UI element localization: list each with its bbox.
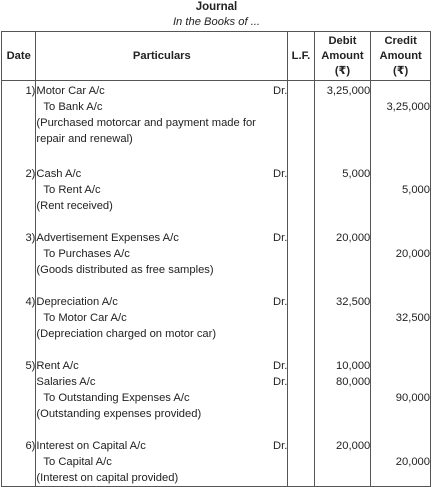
- debit-account-line-2: [36, 374, 287, 390]
- debit-account: Depreciation A/c: [36, 296, 118, 308]
- debit-account-line: [36, 438, 287, 454]
- credit-amount: 5,000: [402, 184, 430, 196]
- debit-account-line: [36, 230, 287, 246]
- dr-label: Dr.: [273, 168, 288, 180]
- debit-account: Advertisement Expenses A/c: [36, 232, 179, 244]
- table-header-row: [2, 32, 431, 81]
- debit-amount-2: 80,000: [336, 376, 371, 388]
- narration: (Outstanding expenses provided): [36, 408, 202, 420]
- credit-amount-cell: [371, 342, 431, 422]
- debit-amount-cell: [314, 147, 371, 214]
- debit-account-line: [36, 358, 287, 374]
- debit-amount-cell: [314, 422, 371, 487]
- entry-number: 4): [2, 278, 36, 342]
- entry-particulars: [36, 422, 288, 487]
- journal-subtitle: In the Books of ...: [172, 16, 261, 28]
- column-header-date: Date: [2, 32, 36, 81]
- credit-amount-cell: [371, 147, 431, 214]
- credit-amount: 20,000: [395, 456, 430, 468]
- credit-account: To Motor Car A/c: [43, 312, 127, 324]
- credit-account: To Capital A/c: [43, 456, 112, 468]
- entry-number: 2): [2, 147, 36, 214]
- journal-entry-row: [2, 81, 431, 148]
- column-header-credit: [371, 32, 431, 81]
- journal-entry-row: [2, 278, 431, 342]
- credit-account: To Rent A/c: [43, 184, 101, 196]
- narration: (Purchased motorcar and payment made for repair and renewal): [36, 117, 256, 145]
- journal-table: [1, 31, 431, 487]
- entry-particulars: [36, 214, 288, 278]
- debit-amount: 32,500: [336, 296, 371, 308]
- debit-amount: 10,000: [336, 360, 371, 372]
- narration: (Rent received): [36, 200, 113, 212]
- lf-cell: [288, 342, 314, 422]
- debit-account-2: Salaries A/c: [36, 376, 96, 388]
- credit-account: To Purchases A/c: [43, 248, 130, 260]
- lf-cell: [288, 147, 314, 214]
- lf-cell: [288, 422, 314, 487]
- debit-account-line: [36, 83, 287, 99]
- journal-entry-row: [2, 147, 431, 214]
- debit-header-line3: (₹): [334, 64, 351, 77]
- debit-amount: 20,000: [336, 440, 371, 452]
- entry-number: 3): [2, 214, 36, 278]
- debit-amount-cell: [314, 81, 371, 148]
- journal-entry-row: [2, 342, 431, 422]
- column-header-particulars: Particulars: [36, 32, 288, 81]
- credit-account: To Outstanding Expenses A/c: [43, 392, 190, 404]
- journal-title: Journal: [195, 1, 238, 13]
- dr-label: Dr.: [273, 232, 288, 244]
- credit-header-line3: (₹): [393, 64, 409, 77]
- credit-amount: 3,25,000: [386, 101, 430, 113]
- credit-header-line2: Amount: [379, 49, 422, 62]
- entry-particulars: [36, 147, 288, 214]
- debit-account: Cash A/c: [36, 168, 82, 180]
- debit-account-line: [36, 294, 287, 310]
- debit-amount-cell: [314, 278, 371, 342]
- column-header-lf: L.F.: [288, 32, 314, 81]
- narration: (Interest on capital provided): [36, 472, 179, 484]
- credit-amount-cell: [371, 278, 431, 342]
- dr-label: Dr.: [273, 85, 288, 97]
- dr-label-2: Dr.: [273, 376, 288, 388]
- debit-amount: 20,000: [336, 232, 371, 244]
- credit-amount-cell: [371, 214, 431, 278]
- credit-amount-cell: [371, 81, 431, 148]
- debit-account: Rent A/c: [36, 360, 79, 372]
- debit-amount: 3,25,000: [326, 85, 371, 97]
- credit-amount: 20,000: [395, 248, 430, 260]
- debit-amount-cell: [314, 214, 371, 278]
- credit-amount-cell: [371, 422, 431, 487]
- entry-particulars: [36, 81, 288, 148]
- debit-account: Interest on Capital A/c: [36, 440, 146, 452]
- lf-cell: [288, 278, 314, 342]
- credit-header-line1: Credit: [384, 34, 417, 47]
- debit-amount-cell: [314, 342, 371, 422]
- debit-account-line: [36, 166, 287, 182]
- lf-cell: [288, 214, 314, 278]
- entry-particulars: [36, 342, 288, 422]
- debit-header-line1: Debit: [328, 34, 357, 47]
- debit-header-line2: Amount: [321, 49, 364, 62]
- entry-number: 1): [2, 81, 36, 148]
- entry-particulars: [36, 278, 288, 342]
- debit-amount: 5,000: [342, 168, 371, 180]
- dr-label: Dr.: [273, 296, 288, 308]
- dr-label: Dr.: [273, 360, 288, 372]
- narration: (Depreciation charged on motor car): [36, 328, 217, 340]
- journal-entry-row: [2, 214, 431, 278]
- entry-number: 6): [2, 422, 36, 487]
- debit-account: Motor Car A/c: [36, 85, 105, 97]
- dr-label: Dr.: [273, 440, 288, 452]
- credit-amount: 32,500: [395, 312, 430, 324]
- lf-cell: [288, 81, 314, 148]
- credit-amount: 90,000: [395, 392, 430, 404]
- entry-number: 5): [2, 342, 36, 422]
- credit-account: To Bank A/c: [43, 101, 103, 113]
- narration: (Goods distributed as free samples): [36, 264, 214, 276]
- column-header-debit: [314, 32, 371, 81]
- journal-entry-row: [2, 422, 431, 487]
